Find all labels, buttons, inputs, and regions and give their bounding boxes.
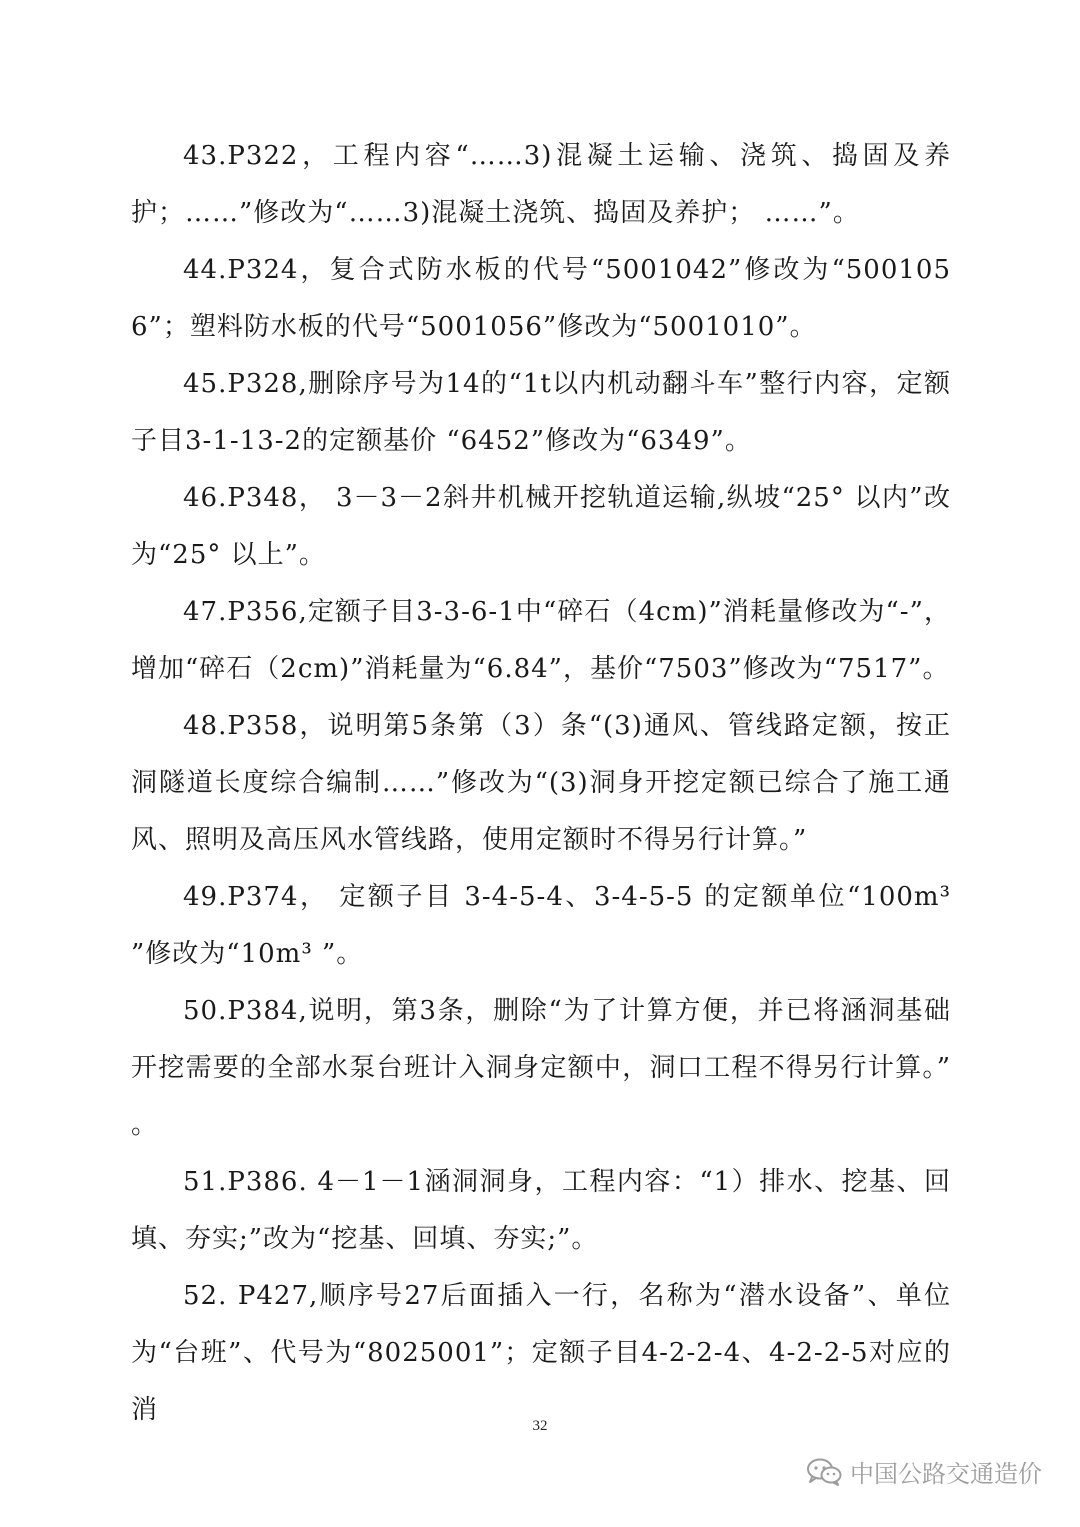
paragraph-48: 48.P358，说明第5条第（3）条“(3)通风、管线路定额，按正洞隧道长度综合编制……”修改为“(3)洞身开挖定额已综合了施工通风、照明及高压风水管线路，使用定额时不得另行计算。” bbox=[131, 711, 951, 855]
watermark bbox=[806, 1454, 1042, 1489]
paragraph-50: 50.P384,说明，第3条，删除“为了计算方便，并已将涵洞基础开挖需要的全部水泵台班计入洞身定额中，洞口工程不得另行计算。” 。 bbox=[131, 996, 951, 1140]
paragraph-45: 45.P328,删除序号为14的“1t以内机动翻斗车”整行内容，定额子目3-1-13-2的定额基价 “6452”修改为“6349”。 bbox=[131, 369, 951, 456]
paragraph-46: 46.P348， 3－3－2斜井机械开挖轨道运输,纵坡“25° 以内”改为“25° 以上”。 bbox=[131, 483, 951, 570]
paragraph-49: 49.P374， 定额子目 3-4-5-4、3-4-5-5 的定额单位“100m³ ”修改为“10m³ ”。 bbox=[131, 882, 951, 969]
paragraph-44: 44.P324，复合式防水板的代号“5001042”修改为“5001056”；塑料防水板的代号“5001056”修改为“5001010”。 bbox=[131, 255, 951, 342]
wechat-icon bbox=[806, 1458, 842, 1486]
paragraph-47: 47.P356,定额子目3-3-6-1中“碎石（4cm)”消耗量修改为“-”，增加“碎石（2cm)”消耗量为“6.84”，基价“7503”修改为“7517”。 bbox=[131, 597, 951, 684]
document-body bbox=[131, 128, 951, 1439]
paragraph-52: 52. P427,顺序号27后面插入一行，名称为“潜水设备”、单位为“台班”、代号为“8025001”；定额子目4-2-2-4、4-2-2-5对应的消 bbox=[131, 1281, 951, 1425]
paragraph-51: 51.P386. 4－1－1涵洞洞身，工程内容：“1）排水、挖基、回填、夯实;”改为“挖基、回填、夯实;”。 bbox=[131, 1167, 951, 1254]
paragraph-43: 43.P322，工程内容“……3)混凝土运输、浇筑、捣固及养护；……”修改为“……3)混凝土浇筑、捣固及养护； ……”。 bbox=[131, 141, 951, 228]
watermark-text: 中国公路交通造价 bbox=[850, 1460, 1042, 1488]
page-number: 32 bbox=[532, 1418, 548, 1434]
